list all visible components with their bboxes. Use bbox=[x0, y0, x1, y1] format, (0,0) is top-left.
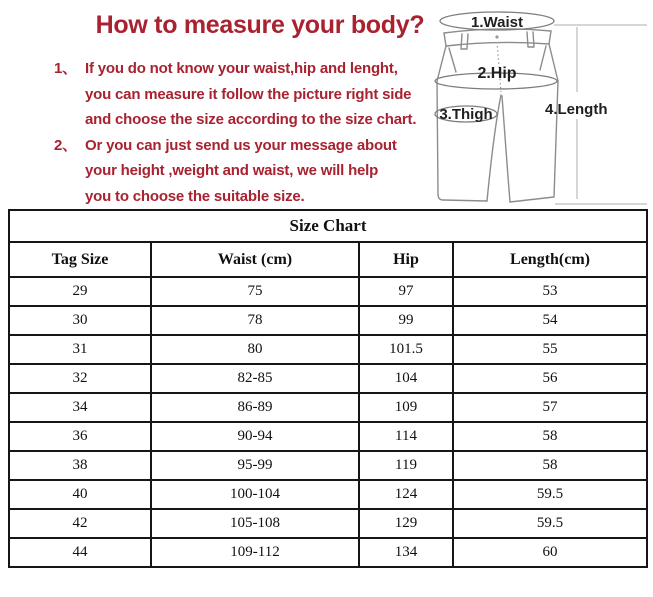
cell-tag-size: 36 bbox=[9, 422, 151, 451]
table-row bbox=[9, 451, 647, 480]
waist-button bbox=[495, 35, 498, 38]
hip-label: 2.Hip bbox=[477, 65, 517, 82]
cell-length: 56 bbox=[453, 364, 647, 393]
table-row bbox=[9, 277, 647, 306]
column-header-waist: Waist (cm) bbox=[151, 242, 359, 277]
table-row bbox=[9, 538, 647, 567]
cell-length: 55 bbox=[453, 335, 647, 364]
cell-length: 54 bbox=[453, 306, 647, 335]
column-header-length: Length(cm) bbox=[453, 242, 647, 277]
table-row bbox=[9, 480, 647, 509]
thigh-label: 3.Thigh bbox=[439, 106, 493, 123]
cell-length: 59.5 bbox=[453, 509, 647, 538]
cell-tag-size: 29 bbox=[9, 277, 151, 306]
column-header-hip: Hip bbox=[359, 242, 453, 277]
cell-waist: 95-99 bbox=[151, 451, 359, 480]
instruction-2-line-1: Or you can just send us your message about bbox=[85, 136, 397, 154]
cell-waist: 75 bbox=[151, 277, 359, 306]
size-chart-caption: Size Chart bbox=[9, 210, 647, 242]
size-chart-header-row bbox=[9, 242, 647, 277]
instruction-2-line-3: you to choose the suitable size. bbox=[85, 187, 305, 205]
instruction-2-marker: 2、 bbox=[54, 136, 77, 154]
table-row bbox=[9, 422, 647, 451]
instruction-1-line-2: you can measure it follow the picture right side bbox=[85, 85, 412, 103]
cell-length: 59.5 bbox=[453, 480, 647, 509]
cell-waist: 82-85 bbox=[151, 364, 359, 393]
table-row bbox=[9, 393, 647, 422]
cell-tag-size: 30 bbox=[9, 306, 151, 335]
instruction-item-2 bbox=[54, 133, 449, 210]
cell-tag-size: 31 bbox=[9, 335, 151, 364]
instruction-1-line-1: If you do not know your waist,hip and lenght, bbox=[85, 60, 398, 77]
instruction-1-marker: 1、 bbox=[54, 60, 77, 77]
cell-waist: 109-112 bbox=[151, 538, 359, 567]
column-header-tag-size: Tag Size bbox=[9, 242, 151, 277]
cell-waist: 78 bbox=[151, 306, 359, 335]
cell-length: 60 bbox=[453, 538, 647, 567]
instruction-2-line-2: your height ,weight and waist, we will help bbox=[85, 162, 379, 179]
cell-tag-size: 44 bbox=[9, 538, 151, 567]
cell-waist: 100-104 bbox=[151, 480, 359, 509]
size-chart-table bbox=[8, 209, 648, 568]
cell-hip: 114 bbox=[359, 422, 453, 451]
instruction-item-1 bbox=[54, 56, 449, 133]
cell-hip: 134 bbox=[359, 538, 453, 567]
cell-hip: 119 bbox=[359, 451, 453, 480]
cell-length: 58 bbox=[453, 451, 647, 480]
cell-length: 53 bbox=[453, 277, 647, 306]
instructions-list bbox=[54, 56, 449, 209]
table-row bbox=[9, 509, 647, 538]
cell-tag-size: 32 bbox=[9, 364, 151, 393]
cell-hip: 104 bbox=[359, 364, 453, 393]
page-title: How to measure your body? bbox=[95, 11, 425, 39]
cell-tag-size: 38 bbox=[9, 451, 151, 480]
cell-tag-size: 42 bbox=[9, 509, 151, 538]
cell-hip: 109 bbox=[359, 393, 453, 422]
cell-hip: 129 bbox=[359, 509, 453, 538]
cell-hip: 101.5 bbox=[359, 335, 453, 364]
cell-waist: 80 bbox=[151, 335, 359, 364]
cell-length: 57 bbox=[453, 393, 647, 422]
cell-tag-size: 34 bbox=[9, 393, 151, 422]
pants-measurement-diagram bbox=[425, 0, 653, 210]
cell-hip: 97 bbox=[359, 277, 453, 306]
table-row bbox=[9, 306, 647, 335]
size-chart-caption-row bbox=[9, 210, 647, 242]
cell-hip: 99 bbox=[359, 306, 453, 335]
cell-tag-size: 40 bbox=[9, 480, 151, 509]
table-row bbox=[9, 335, 647, 364]
table-row bbox=[9, 364, 647, 393]
length-label: 4.Length bbox=[545, 101, 608, 118]
cell-waist: 86-89 bbox=[151, 393, 359, 422]
cell-hip: 124 bbox=[359, 480, 453, 509]
cell-waist: 90-94 bbox=[151, 422, 359, 451]
waist-label: 1.Waist bbox=[471, 14, 523, 31]
cell-waist: 105-108 bbox=[151, 509, 359, 538]
instruction-1-line-3: and choose the size according to the size chart. bbox=[85, 111, 417, 128]
cell-length: 58 bbox=[453, 422, 647, 451]
